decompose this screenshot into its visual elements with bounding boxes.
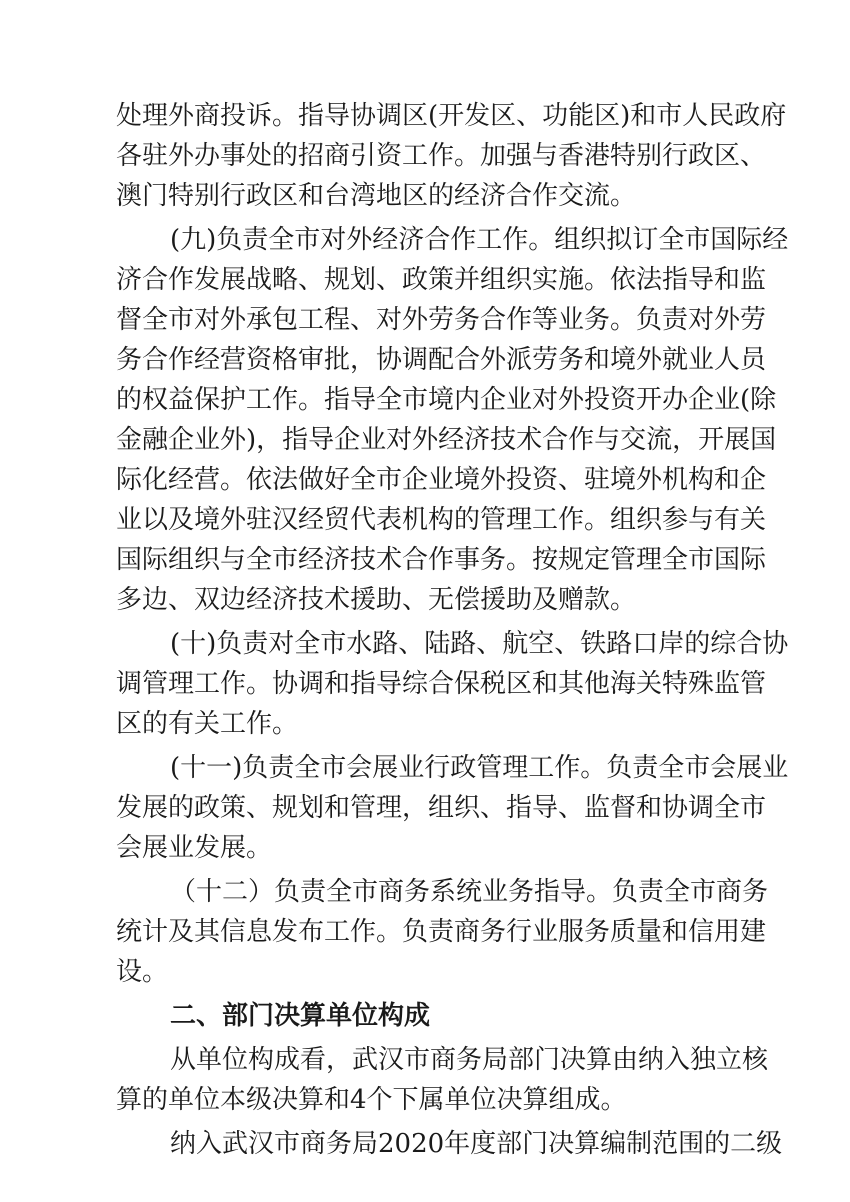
- text-line: (十一)负责全市会展业行政管理工作。负责全市会展业: [170, 753, 789, 783]
- text-line: 调管理工作。协调和指导综合保税区和其他海关特殊监管: [116, 669, 767, 699]
- text-line: 从单位构成看，武汉市商务局部门决算由纳入独立核: [170, 1045, 769, 1075]
- text-line: 会展业发展。: [116, 833, 273, 863]
- text-line: （十二）负责全市商务系统业务指导。负责全市商务: [170, 877, 769, 907]
- text-line: 国际组织与全市经济技术合作事务。按规定管理全市国际: [116, 545, 767, 575]
- text-line: (九)负责全市对外经济合作工作。组织拟订全市国际经: [170, 225, 789, 255]
- text-line: 业以及境外驻汉经贸代表机构的管理工作。组织参与有关: [116, 505, 767, 535]
- text-line: 际化经营。依法做好全市企业境外投资、驻境外机构和企: [116, 465, 767, 495]
- section-heading: 二、部门决算单位构成: [170, 1001, 431, 1031]
- text-line: 处理外商投诉。指导协调区(开发区、功能区)和市人民政府: [116, 101, 787, 131]
- text-line: 澳门特别行政区和台湾地区的经济合作交流。: [116, 181, 637, 211]
- text-line: 各驻外办事处的招商引资工作。加强与香港特别行政区、: [116, 141, 767, 171]
- text-line: 设。: [116, 957, 169, 987]
- text-line: 济合作发展战略、规划、政策并组织实施。依法指导和监: [116, 265, 767, 295]
- text-line: 统计及其信息发布工作。负责商务行业服务质量和信用建: [116, 917, 767, 947]
- text-line: 发展的政策、规划和管理，组织、指导、监督和协调全市: [116, 793, 767, 823]
- text-line: 多边、双边经济技术援助、无偿援助及赠款。: [116, 585, 637, 615]
- text-line: 金融企业外)，指导企业对外经济技术合作与交流，开展国: [116, 425, 777, 455]
- text-line: 督全市对外承包工程、对外劳务合作等业务。负责对外劳: [116, 305, 767, 335]
- text-line: (十)负责对全市水路、陆路、航空、铁路口岸的综合协: [170, 629, 789, 659]
- text-line: 算的单位本级决算和4个下属单位决算组成。: [116, 1085, 627, 1115]
- text-line: 区的有关工作。: [116, 709, 299, 739]
- text-line: 务合作经营资格审批，协调配合外派劳务和境外就业人员: [116, 345, 767, 375]
- text-line: 纳入武汉市商务局2020年度部门决算编制范围的二级: [170, 1129, 783, 1159]
- text-line: 的权益保护工作。指导全市境内企业对外投资开办企业(除: [116, 385, 777, 415]
